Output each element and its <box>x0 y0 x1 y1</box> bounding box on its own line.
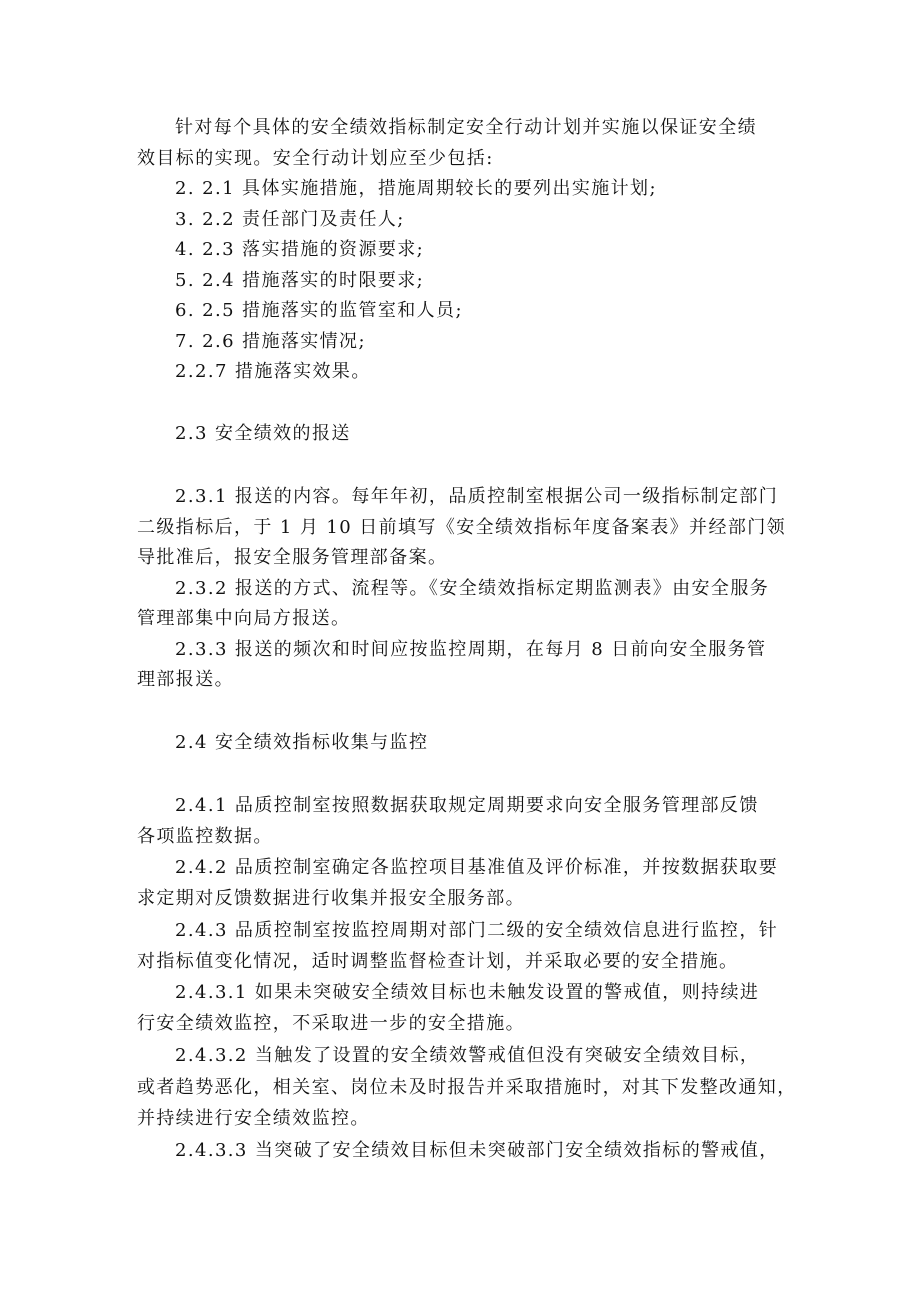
paragraph-line: 对指标值变化情况，适时调整监督检查计划，并采取必要的安全措施。 <box>137 951 739 972</box>
paragraph-line: 针对每个具体的安全绩效指标制定安全行动计划并实施以保证安全绩 <box>175 117 757 138</box>
paragraph-line: 2.3.1 报送的内容。每年年初，品质控制室根据公司一级指标制定部门 <box>175 486 779 507</box>
paragraph-line: 或者趋势恶化，相关室、岗位未及时报告并采取措施时，对其下发整改通知， <box>137 1077 797 1098</box>
paragraph-line: 2.3.2 报送的方式、流程等。《安全绩效指标定期监测表》由安全服务 <box>175 578 770 599</box>
list-item: 6. 2.5 措施落实的监管室和人员; <box>175 300 463 321</box>
paragraph-line: 2.4.3.2 当触发了设置的安全绩效警戒值但没有突破安全绩效目标， <box>175 1045 760 1066</box>
paragraph-line: 2.4.1 品质控制室按照数据获取规定周期要求向安全服务管理部反馈 <box>175 795 759 816</box>
list-item: 5. 2.4 措施落实的时限要求; <box>175 270 425 291</box>
section-heading: 2.4 安全绩效指标收集与监控 <box>175 732 429 753</box>
paragraph-line: 2.4.3 品质控制室按监控周期对部门二级的安全绩效信息进行监控，针 <box>175 920 779 941</box>
list-item: 4. 2.3 落实措施的资源要求; <box>175 239 425 260</box>
paragraph-line: 求定期对反馈数据进行收集并报安全服务部。 <box>137 888 525 909</box>
paragraph-line: 2.4.3.3 当突破了安全绩效目标但未突破部门安全绩效指标的警戒值， <box>175 1140 779 1161</box>
paragraph-line: 导批准后，报安全服务管理部备案。 <box>137 547 448 568</box>
paragraph-line: 2.4.3.1 如果未突破安全绩效目标也未触发设置的警戒值，则持续进 <box>175 982 760 1003</box>
paragraph-line: 二级指标后，于 1 月 10 日前填写《安全绩效指标年度备案表》并经部门领 <box>137 517 787 538</box>
paragraph-line: 并持续进行安全绩效监控。 <box>137 1108 370 1129</box>
paragraph-line: 各项监控数据。 <box>137 826 273 847</box>
list-item: 3. 2.2 责任部门及责任人; <box>175 209 405 230</box>
paragraph-line: 理部报送。 <box>137 669 234 690</box>
paragraph-line: 2.4.2 品质控制室确定各监控项目基准值及评价标准，并按数据获取要 <box>175 857 779 878</box>
list-item: 2.2.7 措施落实效果。 <box>175 361 371 382</box>
section-heading: 2.3 安全绩效的报送 <box>175 423 351 444</box>
paragraph-line: 效目标的实现。安全行动计划应至少包括: <box>137 148 494 169</box>
paragraph-line: 2.3.3 报送的频次和时间应按监控周期，在每月 8 日前向安全服务管 <box>175 639 767 660</box>
paragraph-line: 行安全绩效监控，不采取进一步的安全措施。 <box>137 1013 525 1034</box>
paragraph-line: 管理部集中向局方报送。 <box>137 608 351 629</box>
list-item: 7. 2.6 措施落实情况; <box>175 331 366 352</box>
list-item: 2. 2.1 具体实施措施，措施周期较长的要列出实施计划; <box>175 178 657 199</box>
